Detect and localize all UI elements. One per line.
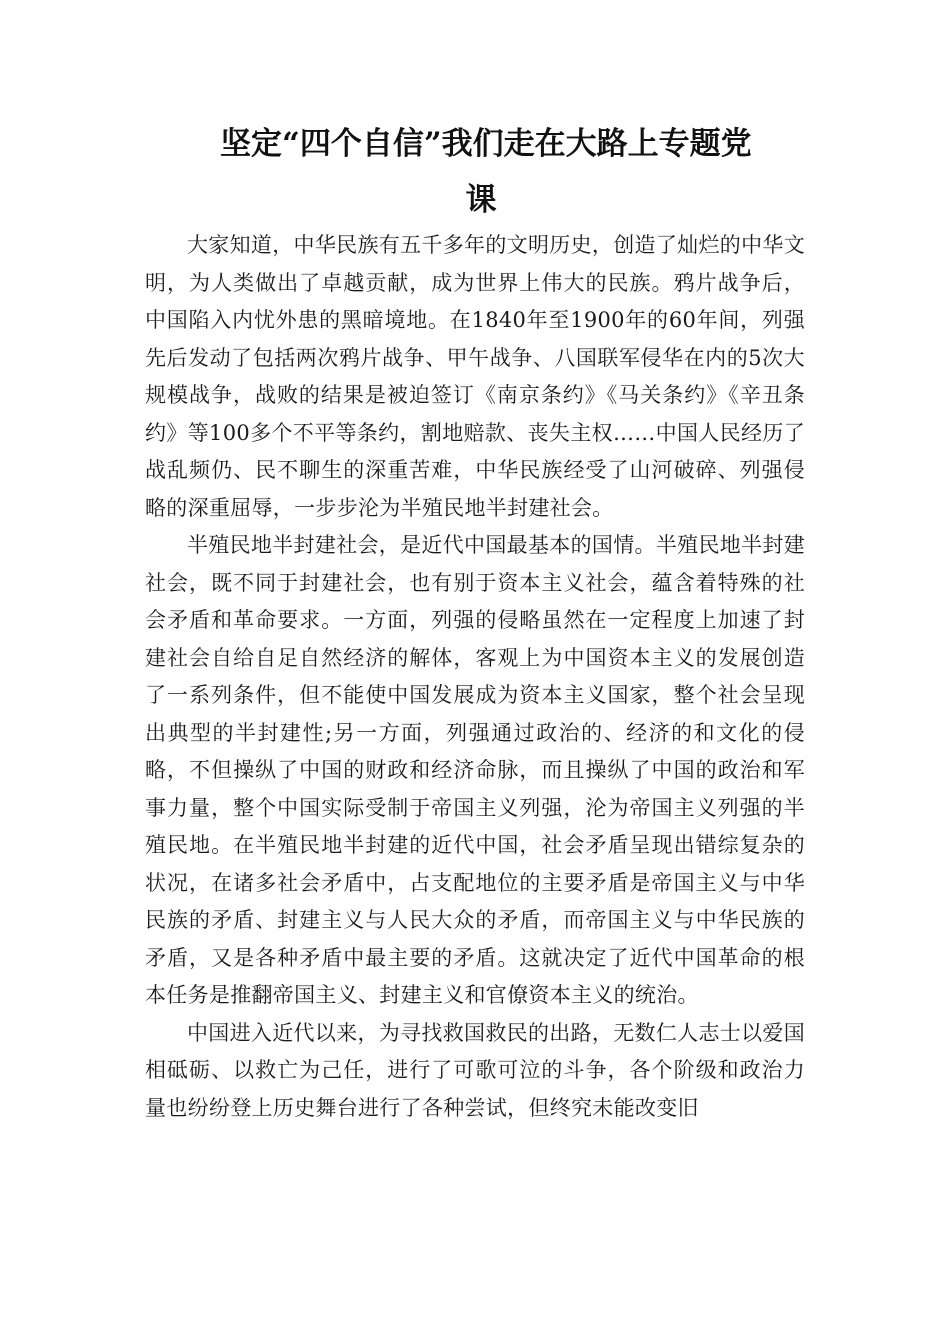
document-title <box>145 116 805 228</box>
document-body <box>145 227 805 1127</box>
title-line-2: 课 <box>465 182 497 218</box>
title-line-1: 坚定“四个自信”我们走在大路上专题党 <box>220 126 752 162</box>
paragraph-3: 中国进入近代以来，为寻找救国救民的出路，无数仁人志士以爱国相砥砺、以救亡为己任，进行了可歌可泣的斗争，各个阶级和政治力量也纷纷登上历史舞台进行了各种尝试，但终究未能改变旧 <box>145 1020 805 1120</box>
paragraph-1: 大家知道，中华民族有五千多年的文明历史，创造了灿烂的中华文明，为人类做出了卓越贡献，成为世界上伟大的民族。鸦片战争后，中国陷入内忧外患的黑暗境地。在1840年至1900年的60年间，列强先后发动了包括两次鸦片战争、甲午战争、八国联军侵华在内的5次大规模战争，战败的结果是被迫签订《南京条约》《马关条约》《辛丑条约》等100多个不平等条约，割地赔款、丧失主权……中国人民经历了战乱频仍、民不聊生的深重苦难，中华民族经受了山河破碎、列强侵略的深重屈辱，一步步沦为半殖民地半封建社会。 <box>145 233 805 520</box>
paragraph-2: 半殖民地半封建社会，是近代中国最基本的国情。半殖民地半封建社会，既不同于封建社会，也有别于资本主义社会，蕴含着特殊的社会矛盾和革命要求。一方面，列强的侵略虽然在一定程度上加速了封建社会自给自足自然经济的解体，客观上为中国资本主义的发展创造了一系列条件，但不能使中国发展成为资本主义国家，整个社会呈现出典型的半封建性;另一方面，列强通过政治的、经济的和文化的侵略，不但操纵了中国的财政和经济命脉，而且操纵了中国的政治和军事力量，整个中国实际受制于帝国主义列强，沦为帝国主义列强的半殖民地。在半殖民地半封建的近代中国，社会矛盾呈现出错综复杂的状况，在诸多社会矛盾中，占支配地位的主要矛盾是帝国主义与中华民族的矛盾、封建主义与人民大众的矛盾，而帝国主义与中华民族的矛盾，又是各种矛盾中最主要的矛盾。这就决定了近代中国革命的根本任务是推翻帝国主义、封建主义和官僚资本主义的统治。 <box>145 533 805 1007</box>
